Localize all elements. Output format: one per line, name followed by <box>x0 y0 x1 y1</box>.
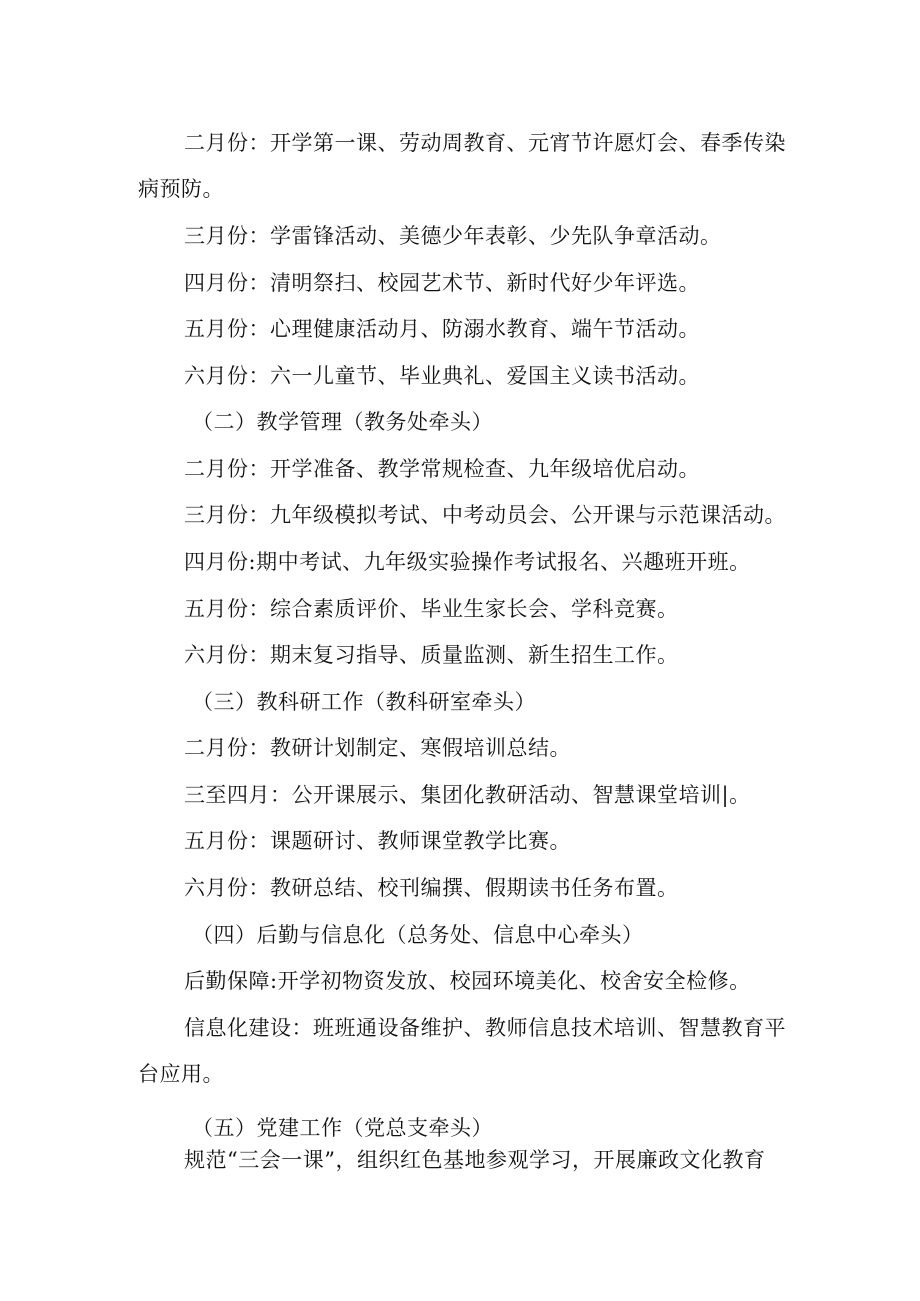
text-line: 六月份：六一儿童节、毕业典礼、爱国主义读书活动。 <box>184 364 700 388</box>
text-line: 三月份：学雷锋活动、美德少年表彰、少先队争章活动。 <box>184 224 722 248</box>
section-heading: （四）后勤与信息化（总务处、信息中心牵头） <box>192 923 644 947</box>
text-line: 三至四月：公开课展示、集团化教研活动、智慧课堂培训|。 <box>184 783 751 807</box>
text-line: 信息化建设：班班通设备维护、教师信息技术培训、智慧教育平 <box>184 1016 786 1040</box>
section-heading: （二）教学管理（教务处牵头） <box>192 410 493 434</box>
text-line: 五月份：心理健康活动月、防溺水教育、端午节活动。 <box>184 317 700 341</box>
text-line: 六月份：期末复习指导、质量监测、新生招生工作。 <box>184 643 679 667</box>
text-line: 五月份：综合素质评价、毕业生家长会、学科竞赛。 <box>184 597 679 621</box>
text-line: 二月份：开学准备、教学常规检查、九年级培优启动。 <box>184 457 700 481</box>
section-heading: （三）教科研工作（教科研室牵头） <box>192 690 536 714</box>
text-line: 六月份：教研总结、校刊编撰、假期读书任务布置。 <box>184 876 679 900</box>
text-line: 三月份：九年级模拟考试、中考动员会、公开课与示范课活动。 <box>184 503 786 527</box>
text-line: 二月份：开学第一课、劳动周教育、元宵节许愿灯会、春季传染 <box>184 131 786 155</box>
text-line: 四月份:期中考试、九年级实验操作考试报名、兴趣班开班。 <box>184 550 751 574</box>
text-line: 四月份：清明祭扫、校园艺术节、新时代好少年评选。 <box>184 271 700 295</box>
text-line: 五月份：课题研讨、教师课堂教学比赛。 <box>184 829 571 853</box>
section-heading: （五）党建工作（党总支牵头） <box>192 1116 493 1140</box>
text-line: 后勤保障:开学初物资发放、校园环境美化、校舍安全检修。 <box>184 969 751 993</box>
text-line: 二月份：教研计划制定、寒假培训总结。 <box>184 736 571 760</box>
text-line: 规范“三会一课”，组织红色基地参观学习，开展廉政文化教育 <box>184 1148 766 1172</box>
text-line: 病预防。 <box>138 177 224 201</box>
text-line: 台应用。 <box>138 1062 224 1086</box>
